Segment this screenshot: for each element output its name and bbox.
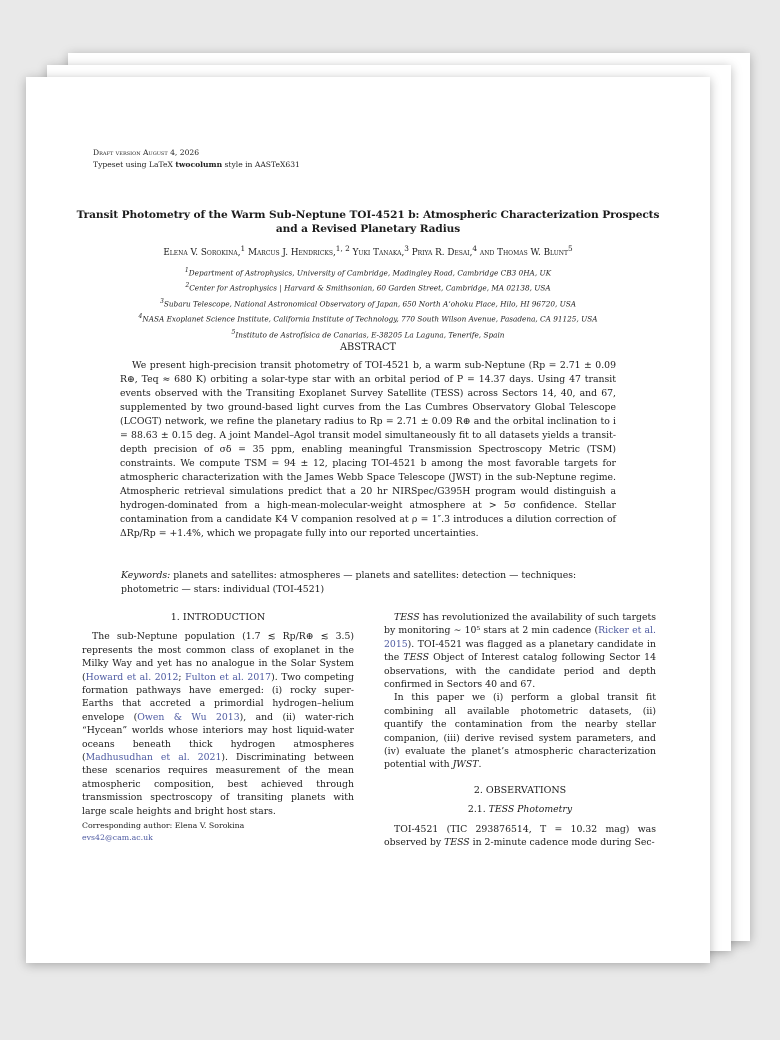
section-heading-observations: 2. OBSERVATIONS xyxy=(473,784,567,796)
author-list xyxy=(66,244,670,258)
draft-header xyxy=(93,147,300,171)
paper-title: Transit Photometry of the Warm Sub-Neptune TOI-4521 b: Atmospheric Characterization Prospects and a Revised Planetary Radius xyxy=(76,209,660,235)
author: Yuki Tanaka,$^3$ xyxy=(352,244,409,258)
keywords-text: planets and satellites: atmospheres — planets and satellites: detection — techniques: photometric — stars: individual (TOI-4521) xyxy=(121,570,577,595)
keywords xyxy=(121,569,617,597)
affiliation: $^5$Instituto de Astrofísica de Canarias, E-38205 La Laguna, Tenerife, Spain xyxy=(231,328,505,340)
author: Marcus J. Hendricks,$^{1, 2}$ xyxy=(247,244,350,258)
citation-link[interactable]: Howard et al. 2012 xyxy=(85,671,179,683)
citation-link[interactable]: Owen & Wu 2013 xyxy=(137,711,240,723)
left-column xyxy=(82,611,354,818)
paper-page xyxy=(26,77,710,963)
citation-link[interactable]: Madhusudhan et al. 2021 xyxy=(85,752,222,764)
abstract-heading: ABSTRACT xyxy=(339,342,396,353)
body-paragraph: TOI-4521 (TIC 293876514, T = 10.32 mag) was observed by TESS in 2-minute cadence mode during Sec- xyxy=(384,823,656,849)
latex-logo: LaTeX xyxy=(148,160,173,169)
affiliation-list xyxy=(66,264,670,341)
affiliation: $^2$Center for Astrophysics | Harvard & Smithsonian, 60 Garden Street, Cambridge, MA 02138, USA xyxy=(185,282,551,293)
author: and Thomas W. Blunt$^5$ xyxy=(479,244,573,258)
author: Elena V. Sorokina,$^1$ xyxy=(163,244,246,258)
typeset-line: Typeset using LaTeX twocolumn style in AASTeX631 xyxy=(93,160,300,169)
author-email-link[interactable]: evs42@cam.ac.uk xyxy=(82,833,153,842)
citation-link[interactable]: Fulton et al. 2017 xyxy=(185,671,272,683)
affiliation: $^1$Department of Astrophysics, University of Cambridge, Madingley Road, Cambridge CB3 0HA, UK xyxy=(184,267,552,278)
subsection-heading-tess: 2.1. TESS Photometry xyxy=(467,804,573,816)
right-column xyxy=(384,611,656,850)
affiliation: $^4$NASA Exoplanet Science Institute, California Institute of Technology, 770 South Wilson Avenue, Pasadena, CA 91125, USA xyxy=(138,313,598,324)
affiliation: $^3$Subaru Telescope, National Astronomical Observatory of Japan, 650 North A‘ohoku Place, Hilo, HI 96720, USA xyxy=(159,297,577,309)
abstract-text: We present high-precision transit photometry of TOI-4521 b, a warm sub-Neptune (Rp = 2.71 ± 0.09 R⊕, Teq ≈ 680 K) orbiting a solar-type star with an orbital period of P = 14.37 days. Using 47 transit events observed with the Transiting Exoplanet Survey Satellite (TESS) across Sectors 14, 40, and 67, supplemented by two ground-based light curves from the Las Cumbres Observatory Global Telescope (LCOGT) network, we refine the planetary radius to Rp = 2.71 ± 0.09 R⊕ and the orbital inclination to i = 88.63 ± 0.15 deg. A joint Mandel–Agol transit model simultaneously fit to all datasets yields a transit-depth precision of σδ = 35 ppm, enabling meaningful Transmission Spectroscopy Metric (TSM) constraints. We compute TSM = 94 ± 12, placing TOI-4521 b among the most favorable targets for atmospheric characterization with the James Webb Space Telescope (JWST) in the sub-Neptune regime. Atmospheric retrieval simulations predict that a 20 hr NIRSpec/G395H program would distinguish a hydrogen-dominated from a high-mean-molecular-weight atmosphere at > 5σ confidence. Stellar contamination from a candidate K4 V companion resolved at ρ = 1″.3 introduces a dilution correction of ΔRp/Rp = +1.4%, which we propagate fully into our reported uncertainties. xyxy=(120,360,616,539)
draft-version: Draft version August 4, 2026 xyxy=(93,148,200,157)
author: Priya R. Desai,$^4$ xyxy=(411,244,478,258)
keywords-label: Keywords: xyxy=(121,570,171,581)
section-heading-introduction: 1. INTRODUCTION xyxy=(170,612,266,623)
citation-link[interactable]: Ricker et al. 2015 xyxy=(384,625,656,650)
body-paragraph: In this paper we (i) perform a global transit fit combining all available photometric datasets, (ii) quantify the contamination from the nearby stellar companion, (iii) derive revised system parameters, and (iv) evaluate the planet’s atmospheric characterization potential with JWST. xyxy=(384,692,656,771)
intro-paragraph: The sub-Neptune population (1.7 ≲ Rp/R⊕ ≲ 3.5) represents the most common class of exoplanet in the Milky Way and yet has no analogue in the Solar System (Howard et al. 2012; Fulton et al. 2017). Two competing formation pathways have emerged: (i) rocky super-Earths that accreted a primordial hydrogen–helium envelope (Owen & Wu 2013), and (ii) water-rich “Hycean” worlds whose interiors may host liquid-water oceans beneath thick hydrogen atmospheres (Madhusudhan et al. 2021). Discriminating between these scenarios requires measurement of the mean atmospheric composition, best achieved through transmission spectroscopy of transiting planets with large scale heights and bright host stars. xyxy=(82,631,355,817)
body-paragraph: TESS has revolutionized the availability of such targets by monitoring ∼ 10⁵ stars at 2 min cadence (Ricker et al. 2015). TOI-4521 was flagged as a planetary candidate in the TESS Object of Interest catalog following Sector 14 observations, with the candidate period and depth confirmed in Sectors 40 and 67. xyxy=(384,612,656,691)
corresponding-author: Corresponding author: Elena V. Sorokina evs42@cam.ac.uk xyxy=(82,821,245,842)
